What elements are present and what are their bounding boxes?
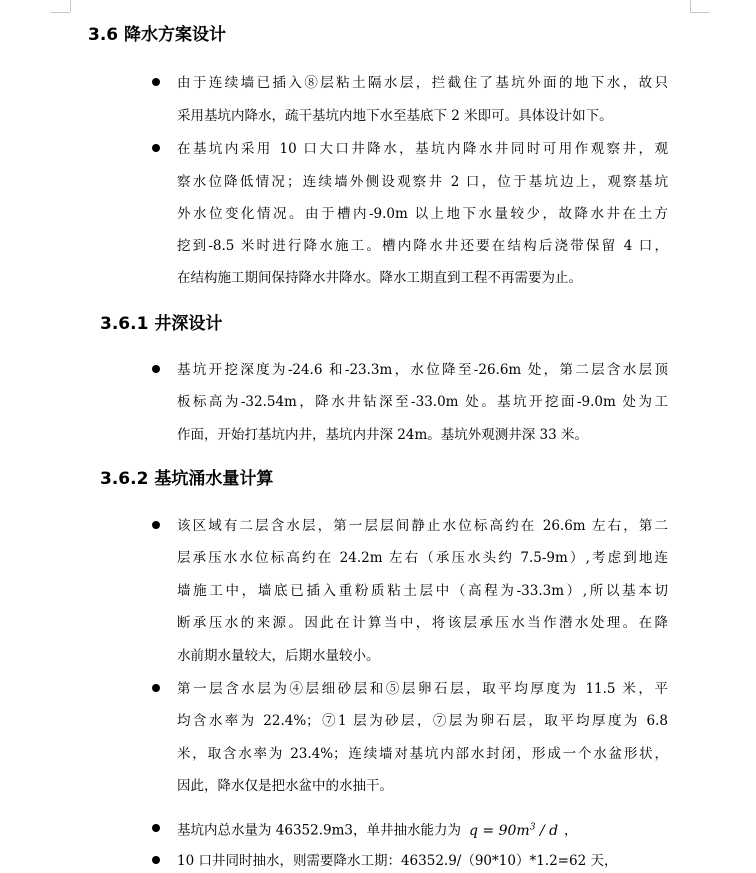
crop-mark-left <box>70 0 71 12</box>
text-line: 外水位变化情况。由于槽内-9.0m 以上地下水量较少，故降水井在土方 <box>177 206 668 222</box>
formula-comma: ， <box>564 822 578 839</box>
text-line: 墙施工中，墙底已插入重粉质粘土层中（高程为-33.3m）,所以基本切 <box>177 583 668 599</box>
text-line: 作面，开始打基坑内井，基坑内井深 24m。基坑外观测井深 33 米。 <box>177 427 589 443</box>
text-line: 因此，降水仅是把水盆中的水抽干。 <box>177 778 393 794</box>
text-line: 该区域有二层含水层，第一层层间静止水位标高约在 26.6m 左右，第二 <box>177 518 668 534</box>
text-line: 第一层含水层为④层细砂层和⑤层卵石层，取平均厚度为 11.5 米，平 <box>177 681 668 697</box>
text-line: 由于连续墙已插入⑧层粘土隔水层，拦截住了基坑外面的地下水，故只 <box>177 75 668 91</box>
text-line: 基坑内总水量为 46352.9m3，单井抽水能力为 <box>177 822 462 839</box>
heading-3-6-2: 3.6.2 基坑涌水量计算 <box>100 469 274 489</box>
text-line: 在基坑内采用 10 口大口井降水，基坑内降水井同时可用作观察井，观 <box>177 141 668 157</box>
text-line: 断承压水的来源。因此在计算当中，将该层承压水当作潜水处理。在降 <box>177 615 668 631</box>
text-line: 米，取含水率为 23.4%；连续墙对基坑内部水封闭，形成一个水盆形状， <box>177 746 668 762</box>
bullet-dot <box>152 824 160 832</box>
crop-mark-left-h <box>50 12 70 13</box>
text-line: 均含水率为 22.4%；⑦1 层为砂层，⑦层为卵石层，取平均厚度为 6.8 <box>177 713 668 729</box>
bullet-dot <box>152 856 160 864</box>
text-line: 水前期水量较大，后期水量较小。 <box>177 648 380 664</box>
heading-3-6-1: 3.6.1 井深设计 <box>100 314 223 334</box>
pumping-capacity-formula: $q = 90m^3 / d$ <box>469 822 559 839</box>
crop-mark-right-h <box>690 12 710 13</box>
text-line: 挖到-8.5 米时进行降水施工。槽内降水井还要在结构后浇带保留 4 口， <box>177 238 668 254</box>
heading-3-6: 3.6 降水方案设计 <box>88 25 227 45</box>
text-line: 板标高为-32.54m，降水井钻深至-33.0m 处。基坑开挖面-9.0m 处为工 <box>177 394 668 410</box>
bullet-dot <box>152 144 160 152</box>
text-line: 10 口井同时抽水，则需要降水工期：46352.9/（90*10）*1.2=62 天， <box>177 853 618 869</box>
bullet-dot <box>152 684 160 692</box>
crop-mark-right <box>690 0 691 12</box>
bullet-dot <box>152 365 160 373</box>
text-line: 采用基坑内降水，疏干基坑内地下水至基底下 2 米即可。具体设计如下。 <box>177 108 613 124</box>
text-line: 察水位降低情况；连续墙外侧设观察井 2 口，位于基坑边上，观察基坑 <box>177 174 668 190</box>
text-line-with-formula <box>177 819 578 839</box>
text-line: 基坑开挖深度为-24.6 和-23.3m，水位降至-26.6m 处，第二层含水层顶 <box>177 362 668 378</box>
bullet-dot <box>152 78 160 86</box>
bullet-dot <box>152 521 160 529</box>
text-line: 在结构施工期间保持降水井降水。降水工期直到工程不再需要为止。 <box>177 270 582 286</box>
text-line: 层承压水水位标高约在 24.2m 左右（承压水头约 7.5-9m）,考虑到地连 <box>177 550 668 566</box>
